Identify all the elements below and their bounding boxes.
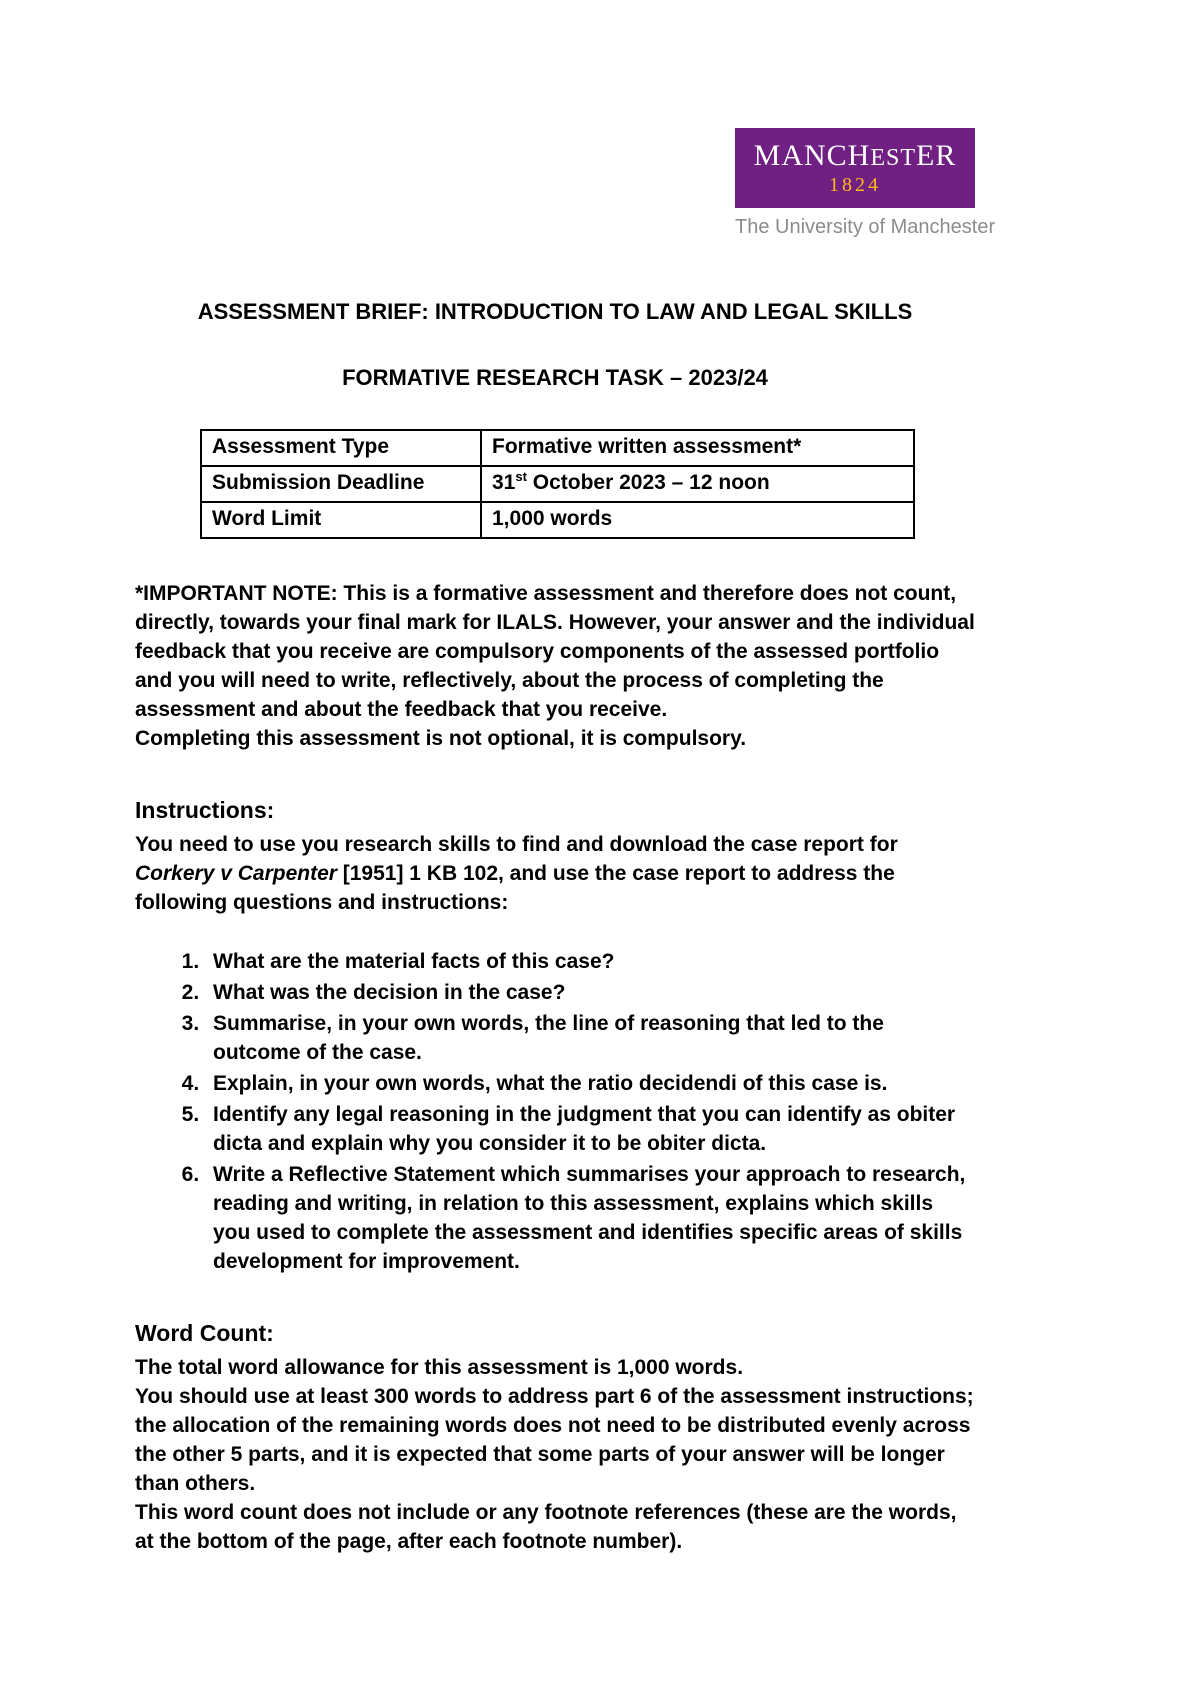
word-count-paragraph: The total word allowance for this assessment is 1,000 words.: [135, 1356, 744, 1379]
table-row: [201, 430, 914, 466]
list-item: 5. Identify any legal reasoning in the judgment that you can identify as obiter dicta and explain why you consider it to be obiter dicta.: [205, 1100, 975, 1158]
word-limit-label: Word Limit: [201, 502, 481, 538]
instruction-list: [135, 947, 975, 1276]
word-count-paragraph: You should use at least 300 words to address part 6 of the assessment instructions; the allocation of the remaining words does not need to be distributed evenly across the other 5 parts, and it is expected that some parts of your answer will be longer than others.: [135, 1385, 974, 1495]
list-item: 3. Summarise, in your own words, the line of reasoning that led to the outcome of the case.: [205, 1009, 975, 1067]
assessment-type-label: Assessment Type: [201, 430, 481, 466]
document-title: ASSESSMENT BRIEF: INTRODUCTION TO LAW AND LEGAL SKILLS: [197, 299, 913, 324]
table-row: [201, 466, 914, 502]
important-note: [135, 579, 975, 753]
assessment-type-value: Formative written assessment*: [481, 430, 914, 466]
logo-wordmark-part2: EST: [870, 145, 916, 171]
word-count-paragraph: This word count does not include or any footnote references (these are the words, at the bottom of the page, after each footnote number).: [135, 1501, 957, 1553]
logo-year: 1824: [829, 174, 881, 196]
logo-wordmark: [754, 141, 957, 171]
case-name: Corkery v Carpenter: [135, 862, 337, 885]
assessment-details-table: [200, 429, 915, 539]
logo-tagline: The University of Manchester: [735, 216, 996, 238]
instructions-heading: Instructions:: [135, 797, 275, 823]
list-item: 6. Write a Reflective Statement which summarises your approach to research, reading and writing, in relation to this assessment, explains which skills you used to complete the assessment and identifies specific areas of skills development for improvement.: [205, 1160, 975, 1276]
word-count-heading: Word Count:: [135, 1320, 274, 1346]
list-item: 1. What are the material facts of this case?: [205, 947, 975, 976]
submission-deadline-label: Submission Deadline: [201, 466, 481, 502]
deadline-ordinal: st: [515, 469, 527, 484]
important-note-compulsory-line: Completing this assessment is not optional, it is compulsory.: [135, 727, 747, 750]
instructions-intro-post: [1951] 1 KB 102, and use the case report to address the following questions and instructions:: [135, 862, 895, 914]
word-count-section: [135, 1353, 975, 1556]
deadline-rest: October 2023 – 12 noon: [526, 471, 770, 494]
document-subtitle: FORMATIVE RESEARCH TASK – 2023/24: [342, 365, 768, 390]
submission-deadline-value: [481, 466, 914, 502]
table-row: [201, 502, 914, 538]
important-note-paragraph: *IMPORTANT NOTE: This is a formative assessment and therefore does not count, directly, towards your final mark for ILALS. However, your answer and the individual feedback that you receive are compulsory components of the assessed portfolio and you will need to write, reflectively, about the process of completing the assessment and about the feedback that you receive.: [135, 582, 975, 721]
instructions-intro: [135, 830, 975, 917]
word-limit-value: 1,000 words: [481, 502, 914, 538]
logo-wordmark-part3: ER: [916, 139, 957, 172]
logo-wordmark-part1: MANCH: [753, 139, 871, 172]
logo-purple-box: [735, 128, 975, 208]
university-logo: [735, 128, 996, 239]
list-item: 4. Explain, in your own words, what the ratio decidendi of this case is.: [205, 1069, 975, 1098]
instructions-intro-pre: You need to use you research skills to find and download the case report for: [135, 833, 898, 856]
list-item: 2. What was the decision in the case?: [205, 978, 975, 1007]
deadline-day: 31: [492, 471, 516, 494]
